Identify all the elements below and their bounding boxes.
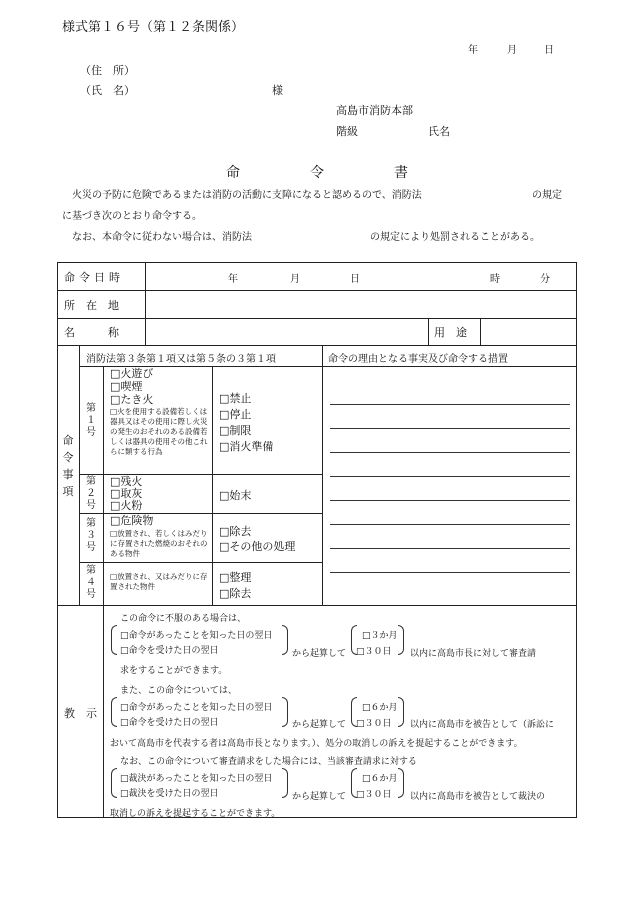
honorific: 様 bbox=[272, 84, 283, 97]
form-number: 様式第１６号（第１２条関係） bbox=[62, 20, 245, 35]
order-month: 月 bbox=[290, 274, 300, 285]
facility-name-label: 名 称 bbox=[64, 326, 119, 339]
doc-title-char-3: 書 bbox=[394, 165, 408, 181]
kyoji-p2-tail: 以内に高島市を被告として（訴訟に bbox=[410, 720, 555, 730]
g1-item-3: □たき火 bbox=[110, 393, 154, 406]
g3-item-1: □危険物 bbox=[110, 514, 154, 527]
kyoji-p1: この命令に不服のある場合は、 bbox=[120, 614, 247, 624]
order-datetime-label: 命令日時 bbox=[64, 271, 124, 284]
g1-action-4: □消火準備 bbox=[219, 440, 274, 453]
kyoji-c-opt-1: □裁決があったことを知った日の翌日 bbox=[120, 774, 273, 784]
kyoji-a-opt-2: □命令を受けた日の翌日 bbox=[120, 646, 219, 656]
group-2-label: 第２号 bbox=[86, 476, 96, 511]
g2-item-1: □残火 bbox=[110, 475, 143, 488]
doc-title-char-1: 命 bbox=[226, 165, 240, 181]
reason-line bbox=[330, 452, 570, 453]
kyoji-c-6months: □６か月 bbox=[362, 774, 398, 784]
kyoji-p1-tail: 以内に高島市長に対して審査請 bbox=[410, 649, 537, 659]
reason-line bbox=[330, 428, 570, 429]
section-label: 命令事項 bbox=[62, 434, 74, 498]
kyoji-a-3months: □３か月 bbox=[362, 631, 398, 641]
group-1-label: 第１号 bbox=[86, 403, 96, 438]
name-label: （氏 名） bbox=[80, 84, 135, 97]
kyoji-b-6months: □６か月 bbox=[362, 703, 398, 713]
issuer-name: 氏名 bbox=[428, 125, 450, 138]
kyoji-p3-tail: 以内に高島市を被告として裁決の bbox=[410, 792, 546, 802]
kyoji-p3-cont: 取消しの訴えを提起することができます。 bbox=[110, 809, 281, 819]
intro-line-1-end: の規定 bbox=[532, 190, 562, 201]
g4-abandoned-item: □放置され、又はみだりに存置された物件 bbox=[110, 572, 208, 591]
kyoji-b-30days: □３０日 bbox=[356, 719, 392, 729]
issuer-rank: 階級 bbox=[336, 125, 358, 138]
kyoji-a-30days: □３０日 bbox=[356, 647, 392, 657]
intro-line-3: なお、本命令に従わない場合は、消防法 bbox=[72, 232, 252, 243]
location-label: 所 在 地 bbox=[64, 299, 119, 312]
kyoji-a-from: から起算して bbox=[292, 649, 347, 659]
kyoji-p2-cont: おいて高島市を代表する者は高島市長となります。）、処分の取消しの訴えを提起することができます。 bbox=[110, 739, 523, 749]
g1-action-1: □禁止 bbox=[219, 392, 252, 405]
g1-action-3: □制限 bbox=[219, 424, 252, 437]
col-reason-header: 命令の理由となる事実及び命令する措置 bbox=[328, 354, 508, 365]
kyoji-c-opt-2: □裁決を受けた日の翌日 bbox=[120, 789, 219, 799]
kyoji-b-from: から起算して bbox=[292, 720, 347, 730]
reason-line bbox=[330, 404, 570, 405]
g4-action-1: □整理 bbox=[219, 571, 252, 584]
g2-action-1: □始末 bbox=[219, 489, 252, 502]
order-minute: 分 bbox=[540, 274, 550, 285]
kyoji-c-from: から起算して bbox=[292, 792, 347, 802]
col-law-header: 消防法第３条第１項又は第５条の３第１項 bbox=[86, 354, 276, 365]
g2-item-3: □火粉 bbox=[110, 499, 143, 512]
kyoji-p3: なお、この命令について審査請求をした場合には、当該審査請求に対する bbox=[120, 757, 417, 767]
g1-item-1: □火遊び bbox=[110, 367, 154, 380]
kyoji-p1-cont: 求をすることができます。 bbox=[120, 666, 228, 676]
intro-line-3-end: の規定により処罰されることがある。 bbox=[370, 232, 540, 243]
kyoji-c-30days: □３０日 bbox=[356, 790, 392, 800]
kyoji-b-opt-1: □命令があったことを知った日の翌日 bbox=[120, 703, 273, 713]
group-4-label: 第４号 bbox=[86, 565, 96, 600]
date-year: 年 bbox=[468, 45, 478, 56]
address-label: （住 所） bbox=[80, 64, 135, 77]
g3-abandoned-item: □放置され、若しくはみだりに存置された燃焼のおそれのある物件 bbox=[110, 529, 208, 558]
order-hour: 時 bbox=[490, 274, 500, 285]
intro-line-2: に基づき次のとおり命令する。 bbox=[62, 211, 202, 222]
kyoji-b-opt-2: □命令を受けた日の翌日 bbox=[120, 718, 219, 728]
g2-item-2: □取灰 bbox=[110, 487, 143, 500]
order-year: 年 bbox=[228, 274, 238, 285]
reason-line bbox=[330, 524, 570, 525]
issuer-org: 高島市消防本部 bbox=[336, 104, 413, 117]
date-day: 日 bbox=[544, 45, 554, 56]
g1-item-2: □喫煙 bbox=[110, 380, 143, 393]
kyoji-label: 教 示 bbox=[64, 707, 97, 720]
order-day: 日 bbox=[350, 274, 360, 285]
reason-line bbox=[330, 572, 570, 573]
reason-line bbox=[330, 500, 570, 501]
g3-action-2: □その他の処理 bbox=[219, 540, 296, 553]
g4-action-2: □除去 bbox=[219, 587, 252, 600]
use-label: 用 途 bbox=[434, 326, 467, 339]
g1-equipment-item: □火を使用する設備若しくは器具又はその使用に際し火災の発生のおそれのある設備若しくは器具の使用その他これらに類する行為 bbox=[110, 407, 208, 456]
kyoji-a-opt-1: □命令があったことを知った日の翌日 bbox=[120, 631, 273, 641]
reason-line bbox=[330, 548, 570, 549]
doc-title-char-2: 令 bbox=[310, 165, 324, 181]
date-month: 月 bbox=[507, 45, 517, 56]
g1-action-2: □停止 bbox=[219, 408, 252, 421]
reason-line bbox=[330, 476, 570, 477]
kyoji-p2: また、この命令については、 bbox=[120, 686, 237, 696]
intro-line-1: 火災の予防に危険であるまたは消防の活動に支障になると認めるので、消防法 bbox=[72, 190, 422, 201]
g3-action-1: □除去 bbox=[219, 525, 252, 538]
group-3-label: 第３号 bbox=[86, 518, 96, 553]
